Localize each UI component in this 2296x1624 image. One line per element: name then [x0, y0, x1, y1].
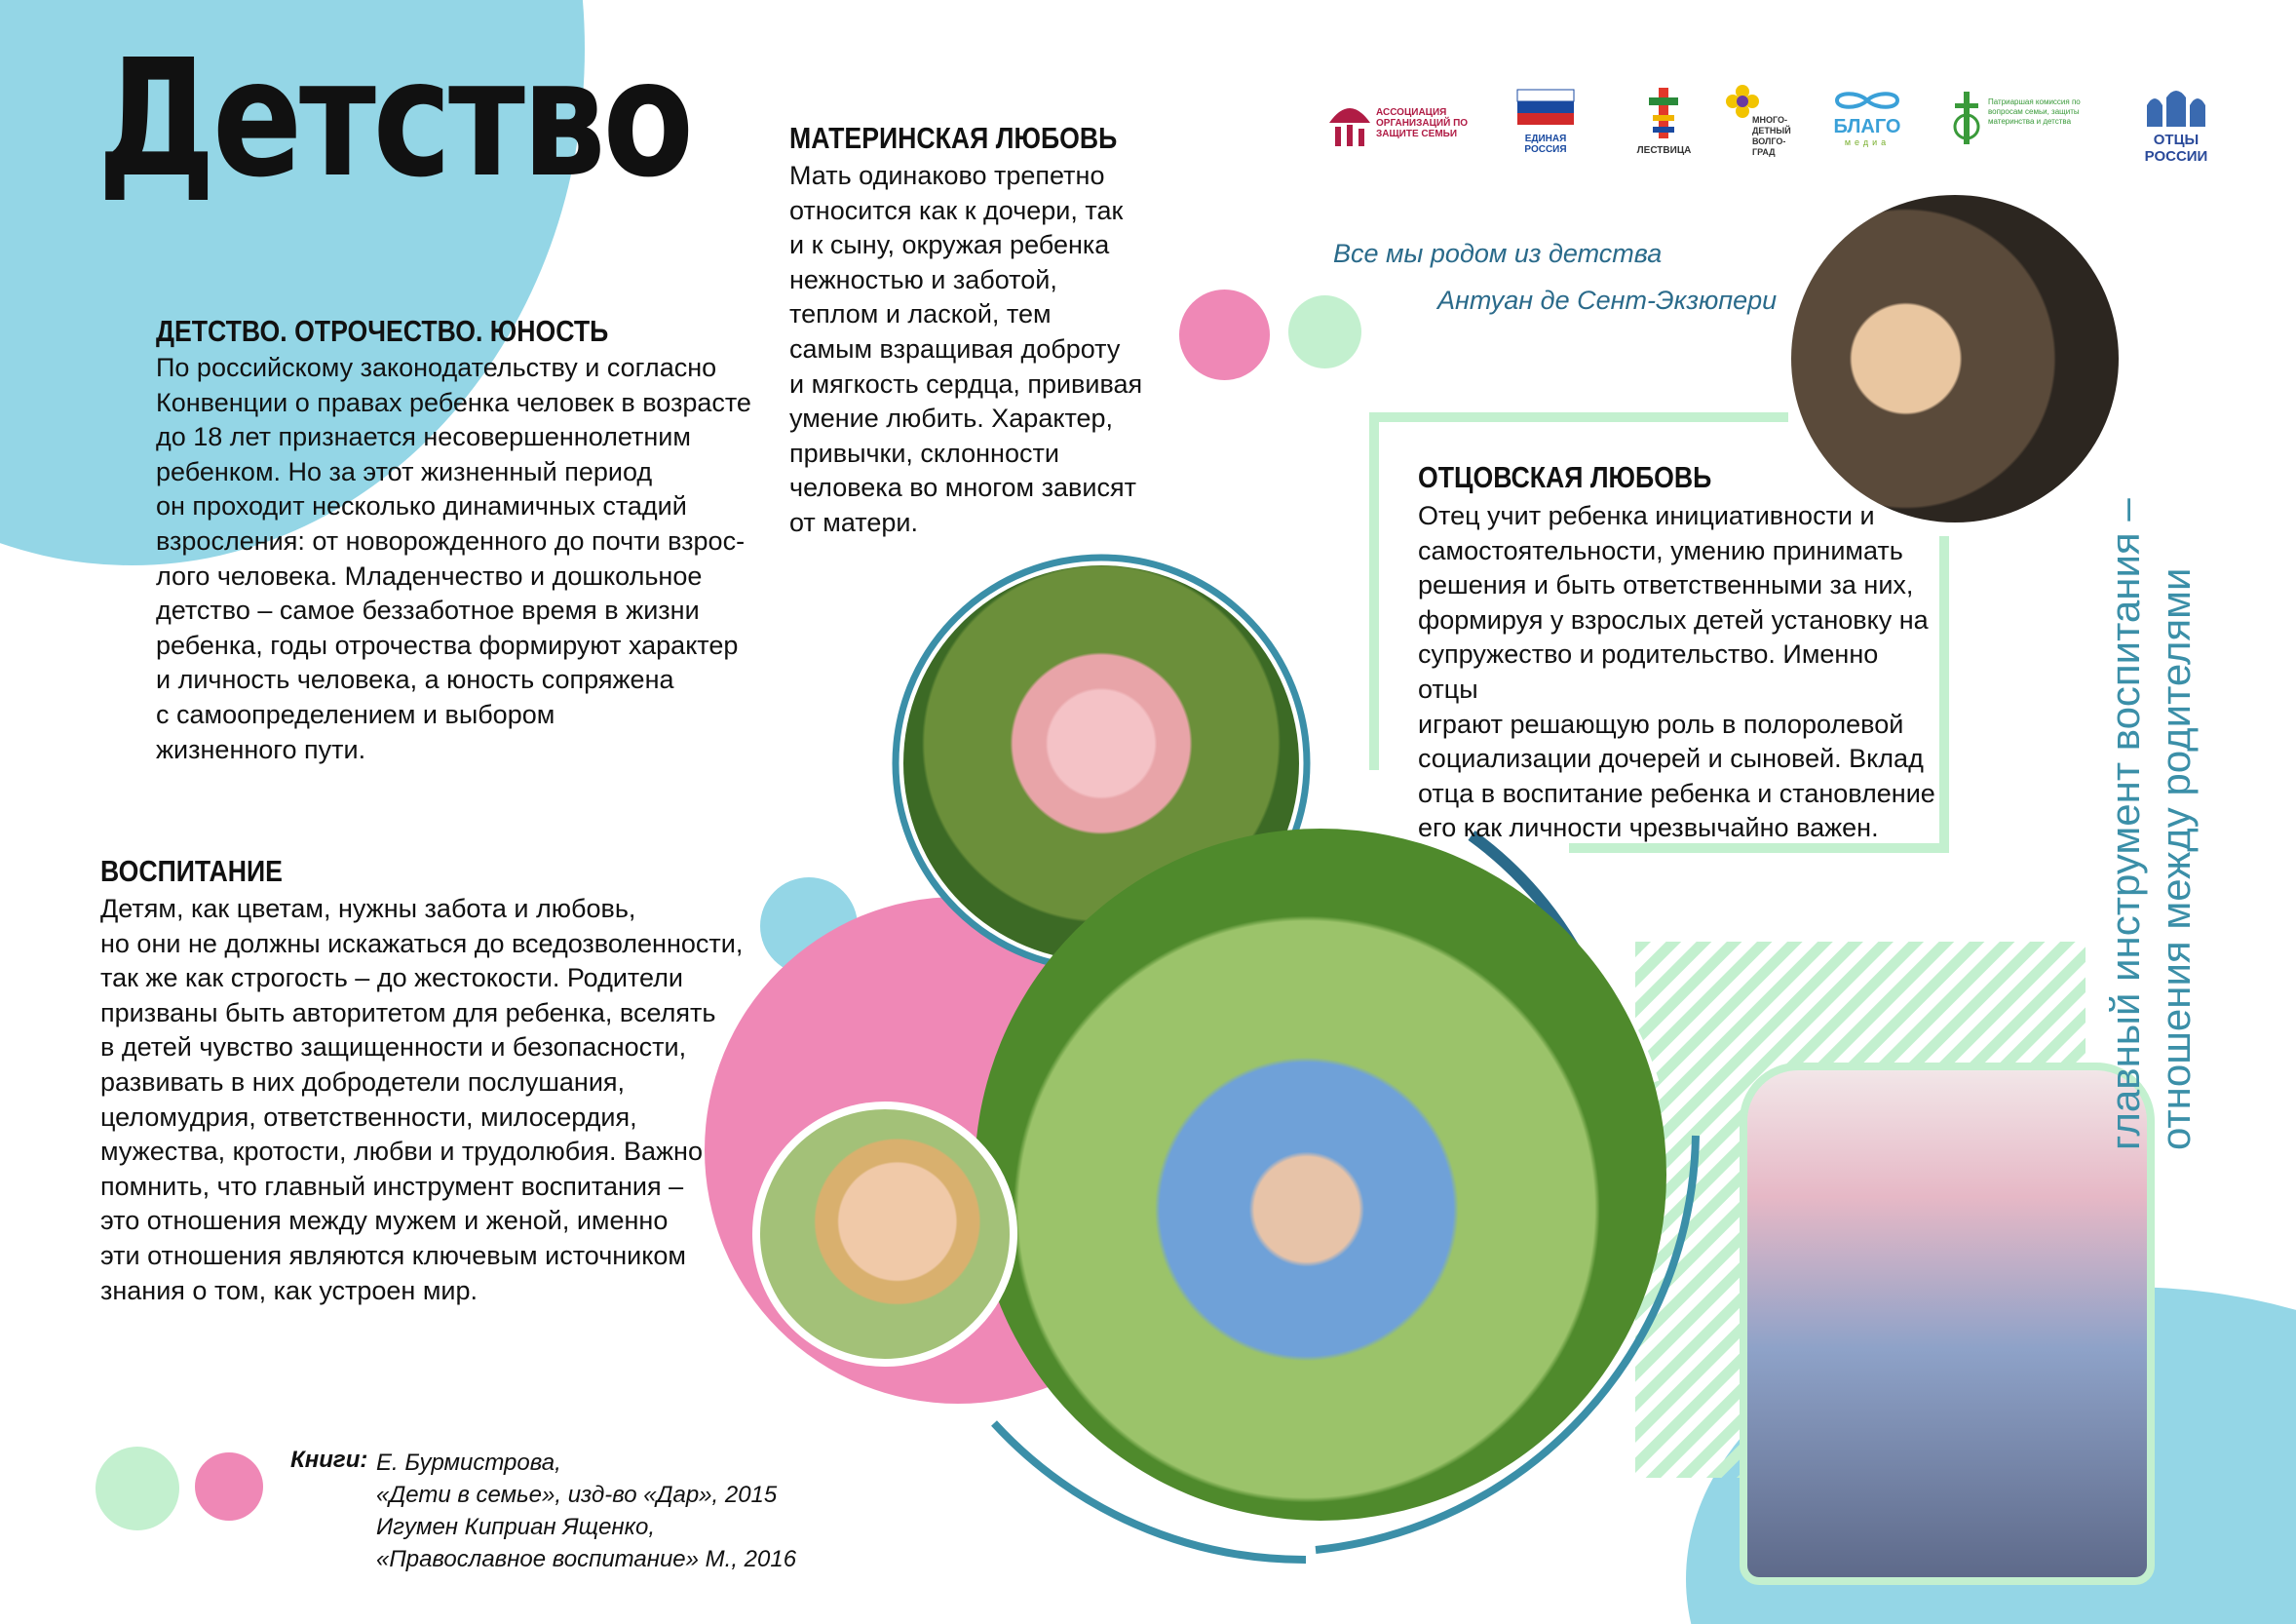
- flower-icon: [1725, 84, 1760, 119]
- logo-association: [1325, 96, 1472, 154]
- smiling-boy-photo: [752, 1102, 1017, 1367]
- books-label: Книги:: [290, 1447, 368, 1473]
- infinity-icon: [1827, 90, 1907, 111]
- upbringing-section-title: ВОСПИТАНИЕ: [100, 854, 283, 888]
- logo-edinaya-text: ЕДИНАЯ РОССИЯ: [1524, 134, 1567, 155]
- vertical-slogan: главный инструмент воспитания – отношения между родителями: [2102, 498, 2199, 1150]
- page-title: Детство: [97, 25, 691, 213]
- cathedral-domes-icon: [2127, 84, 2225, 127]
- father-section-title: ОТЦОВСКАЯ ЛЮБОВЬ: [1418, 460, 1712, 494]
- logo-blago-subtext: медиа: [1844, 137, 1891, 147]
- logo-lestvitsa: [1627, 86, 1701, 159]
- logo-patriarch-text: Патриаршая комиссия по вопросам семьи, защиты материнства и детства: [1988, 97, 2081, 126]
- logo-lestvitsa-text: ЛЕСТВИЦА: [1636, 145, 1692, 156]
- family-meadow-photo: [975, 829, 1666, 1521]
- logo-patriarch-commission: [1949, 90, 2110, 150]
- bear-flag-icon: [1515, 84, 1576, 129]
- mother-section-text: Мать одинаково трепетно относится как к дочери, так и к сыну, окружая ребенка нежностью и заботой, теплом и лаской, тем самым взращивая доброту и мягкость сердца, прививая умение любить. Характер, привычки, склонности человека во многом зависят от матери.: [789, 161, 1143, 537]
- boy-girl-tree-photo: [1791, 195, 2119, 522]
- childhood-section-title: ДЕТСТВО. ОТРОЧЕСТВО. ЮНОСТЬ: [156, 314, 609, 348]
- umbrella-icon: [1325, 97, 1374, 148]
- quote-text: Все мы родом из детства: [1333, 239, 1663, 268]
- logo-mnogodetny: [1725, 84, 1793, 162]
- couple-with-child-photo: [1740, 1063, 2155, 1585]
- ladder-cross-icon: [1627, 86, 1701, 140]
- quote-author: Антуан де Сент-Экзюпери: [1437, 286, 1778, 315]
- logo-association-text: АССОЦИАЦИЯ ОРГАНИЗАЦИЙ ПО ЗАЩИТЕ СЕМЬИ: [1376, 107, 1469, 139]
- logo-blago-media: [1827, 90, 1907, 148]
- childhood-section-text: По российскому законодательству и согласно Конвенции о правах ребенка человек в возрасте до 18 лет признается несовершеннолетним ребенком. Но за этот жизненный период он проходит несколько динамичных стадий взросления: от новорожденного до почти взрос- лого человека. Младенчество и дошкольное детство – самое беззаботное время в жизни ребенка, годы отрочества формируют характер и личность человека, а юность сопряжена с самоопределением и выбором жизненного пути.: [156, 353, 751, 764]
- books-list: Е. Бурмистрова, «Дети в семье», изд-во «Дар», 2015 Игумен Киприан Ященко, «Православное воспитание» М., 2016: [376, 1450, 797, 1572]
- logo-mnogodetny-text: МНОГО-ДЕТНЫЙ ВОЛГО-ГРАД: [1752, 115, 1791, 157]
- mother-section-title: МАТЕРИНСКАЯ ЛЮБОВЬ: [789, 121, 1118, 155]
- father-section-text: Отец учит ребенка инициативности и самостоятельности, умению принимать решения и быть ответственными за них, формируя у взрослых детей установку на супружество и родительство. Именно отцы играют решающую роль в полоролевой социализации дочерей и сыновей. Вклад отца в воспитание ребенка и становление его как личности чрезвычайно важен.: [1418, 501, 1935, 843]
- church-cross-icon: [1949, 90, 1984, 146]
- logo-blago-text: БЛАГО: [1833, 116, 1901, 137]
- logo-edinaya-rossiya: [1515, 84, 1576, 158]
- upbringing-section-text: Детям, как цветам, нужны забота и любовь, но они не должны искажаться до вседозволенности, так же как строгость – до жестокости. Родители призваны быть авторитетом для ребенка, вселять в детей чувство защищенности и безопасности, развивать в них добродетели послушания, целомудрия, ответственности, милосердия, мужества, кротости, любви и трудолюбия. Важно помнить, что главный инструмент воспитания – это отношения между мужем и женой, именно эти отношения являются ключевым источником знания о том, как устроен мир.: [100, 894, 744, 1305]
- logo-otcy-text: ОТЦЫ РОССИИ: [2144, 132, 2208, 165]
- logo-otcy-rossii: [2127, 84, 2225, 165]
